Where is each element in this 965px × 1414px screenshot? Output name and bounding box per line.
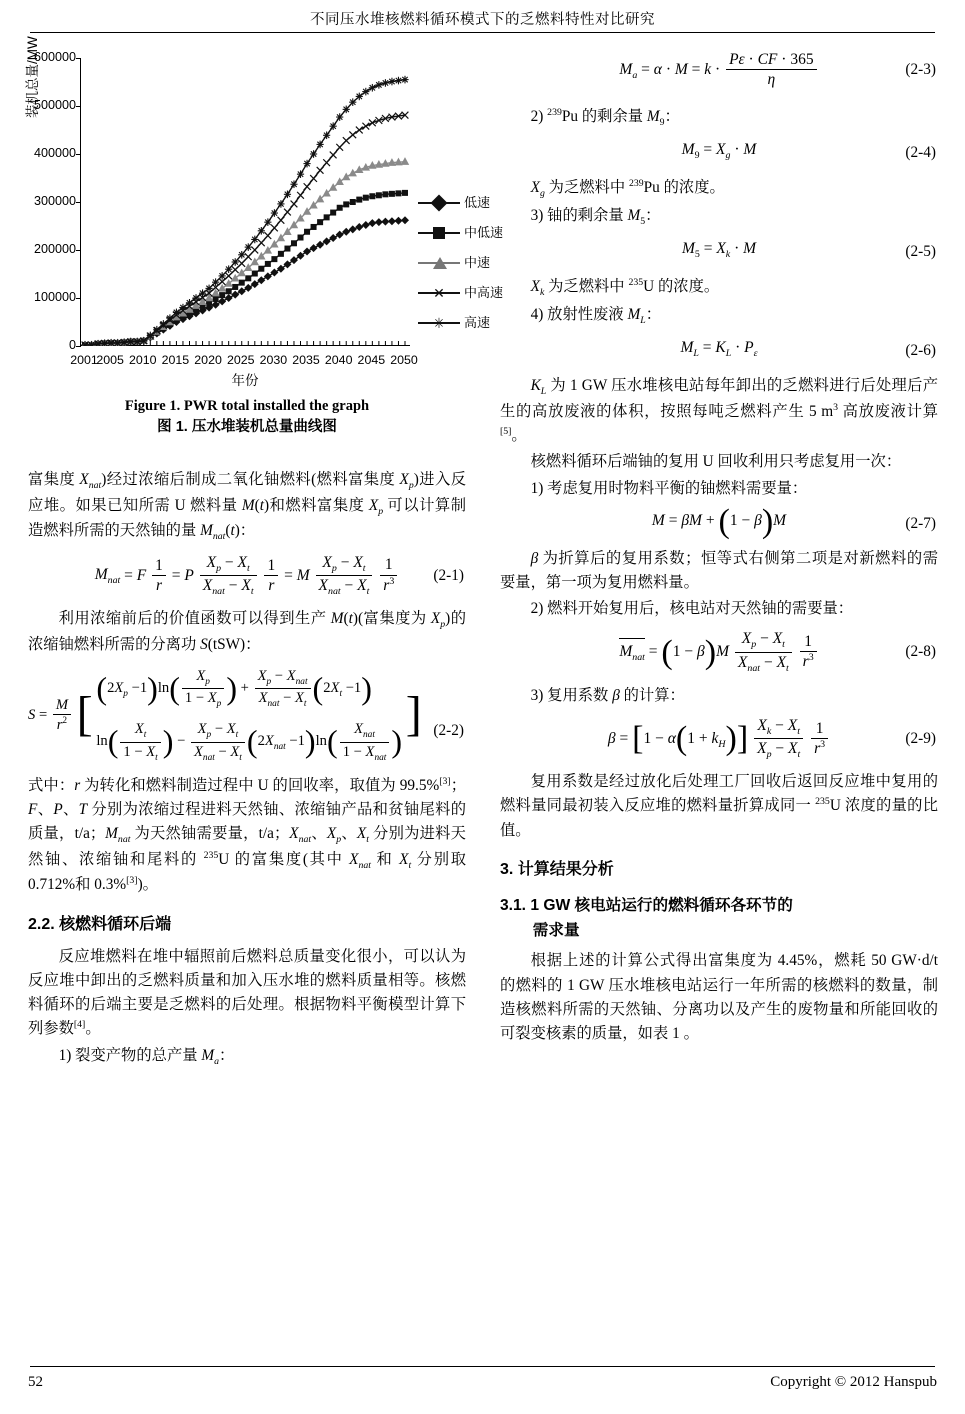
chart-y-tick-mark: [76, 106, 81, 107]
chart-data-point: [304, 229, 310, 235]
chart-data-point: [239, 280, 245, 286]
chart-data-point: [140, 337, 147, 345]
paragraph-reuse-once: 核燃料循环后端铀的复用 U 回收利用只考虑复用一次：: [530, 453, 902, 471]
chart-data-point: [212, 278, 219, 286]
chart-data-point: [297, 170, 304, 178]
chart-data-point: [219, 292, 225, 298]
chart-data-point: [127, 338, 134, 346]
equation-2-7-body: M = βM + (1 − β)M: [651, 502, 787, 540]
paragraph-back-end: 反应堆燃料在堆中辐照前后燃料总质量变化很小，可以认为反应堆中卸出的乏燃料质量和加入压水堆的燃料质量相等。核燃料循环的后端主要是乏燃料的后处理。根据物料平衡模型计算下列参数[4]。: [28, 947, 466, 1038]
chart-data-point: [303, 247, 311, 255]
chart-data-point: [356, 93, 363, 101]
chart-data-point: [363, 195, 369, 201]
equation-2-2-body: S = $\frac{M}{r^2}$ [ $(2X_p -1)\ln$( $\frac{X_p}{1 - X_p}$ ) + $\frac{X_p - X_{nat}}{X_{nat} - X_t}$ $(2X_t -1)$ ln( $\frac{X_t}{1 - X_t}$ ) − $\frac{X_p - X_t}{X_{nat} - X_t}$ $(2X_{nat} -1)\ln$( $\frac{X_{nat}}{1 - X_{nat}}$ ) ]: [28, 667, 422, 763]
heading-3-1: [500, 894, 938, 943]
chart-data-point: [343, 201, 349, 207]
chart-data-point: [323, 237, 331, 245]
chart-data-point: [362, 221, 370, 229]
chart-data-point: [290, 256, 298, 264]
equation-2-9-number: (2-9): [905, 729, 936, 747]
equation-2-7: [500, 502, 938, 540]
chart-data-point: [121, 339, 128, 346]
chart-data-point: [251, 247, 258, 254]
chart-data-point: [317, 219, 323, 225]
chart-data-point: [232, 284, 238, 290]
equation-2-8: [500, 629, 938, 675]
equation-2-3-number: (2-3): [905, 61, 936, 79]
chart-data-point: [166, 314, 173, 322]
equation-2-6-number: (2-6): [905, 342, 936, 360]
figure-caption-cn: 图 1. 压水堆装机总量曲线图: [157, 418, 337, 435]
chart-x-tick-label: 2001: [70, 353, 98, 367]
chart-data-point: [349, 225, 357, 233]
chart-data-point: [179, 304, 186, 312]
chart-data-point: [369, 193, 375, 199]
chart-data-point: [311, 224, 317, 230]
chart-data-point: [173, 309, 180, 317]
chart-data-point: [310, 244, 318, 252]
legend-label: 中高速: [464, 284, 504, 300]
chart-y-tick-label: 0: [68, 338, 76, 353]
header-divider: [30, 32, 935, 33]
equation-2-1-number: (2-1): [433, 566, 464, 584]
chart-data-point: [401, 157, 409, 165]
chart-data-point: [362, 88, 369, 96]
chart-data-point: [192, 294, 199, 302]
chart-data-point: [324, 214, 330, 220]
equation-2-4-number: (2-4): [905, 144, 936, 162]
chart-data-point: [238, 269, 246, 277]
chart-area: [25, 36, 504, 393]
chart-y-tick-label: 400000: [33, 146, 76, 161]
chart-data-point: [244, 284, 252, 292]
chart-data-point: [323, 159, 330, 166]
paragraph-results-intro: 根据上述的计算公式得出富集度为 4.45%，燃耗 50 GW·d/t 的燃料的 1 GW 压水堆核电站运行一年所需的核燃料的数量，制造核燃料所需的天然铀、分离功以及产生的废物量和所能回收的可裂变核素的质量，如表 1 。: [500, 952, 938, 1042]
chart-data-point: [369, 84, 376, 92]
chart-data-point: [395, 190, 401, 196]
chart-data-point: [186, 299, 193, 307]
chart-y-tick-label: 300000: [33, 194, 76, 209]
heading-3-1-line1: 3.1. 1 GW 核电站运行的燃料循环各环节的: [500, 897, 793, 915]
chart-y-axis-label: 装机总量/MW: [25, 36, 40, 118]
chart-data-point: [284, 246, 290, 252]
chart-data-point: [316, 241, 324, 249]
chart-data-point: [245, 243, 252, 251]
chart-y-tick-mark: [76, 298, 81, 299]
chart-data-point: [219, 272, 226, 280]
chart-data-point: [232, 266, 239, 273]
chart-data-point: [278, 251, 284, 257]
chart-data-point: [258, 227, 265, 235]
chart-data-point: [225, 265, 232, 273]
chart-data-point: [258, 239, 265, 246]
paragraph-item-4-waste: 4) 放射性废液 $M_L$：: [530, 305, 661, 326]
chart-data-point: [225, 273, 232, 280]
chart-y-tick-mark: [76, 250, 81, 251]
chart-x-tick-label: 2045: [357, 353, 386, 367]
chart-data-point: [350, 199, 356, 205]
legend-label: 中低速: [464, 224, 504, 240]
chart-data-point: [245, 253, 252, 260]
paragraph-enrichment-intro: 富集度 $X_{nat}$)经过浓缩后制成二氧化铀燃料(燃料富集度 $X_p$)进入反应堆。如果已知所需 U 燃料量 M(t)和燃料富集度 $X_p$ 可以计算制造燃料所需的天然铀的量 $M_{nat}(t)$：: [28, 471, 466, 543]
equation-2-2-number: (2-2): [433, 721, 464, 739]
chart-data-point: [310, 175, 317, 182]
chart-data-point: [271, 225, 278, 232]
chart-data-point: [297, 192, 304, 199]
chart-data-point: [329, 234, 337, 242]
chart-data-point: [343, 106, 350, 114]
chart-x-tick-label: 2025: [226, 353, 255, 367]
chart-data-point: [323, 131, 330, 139]
heading-3: 3. 计算结果分析: [500, 860, 614, 878]
chart-series-line: [85, 115, 405, 345]
chart-data-point: [251, 236, 258, 244]
chart-data-point: [381, 218, 389, 226]
chart-data-point: [401, 216, 409, 224]
running-head: 不同压水堆核燃料循环模式下的乏燃料特性对比研究: [310, 12, 655, 28]
chart-data-point: [231, 274, 239, 282]
chart-data-point: [330, 152, 337, 159]
chart-y-tick-label: 500000: [33, 98, 76, 113]
legend-marker-triangle: [418, 256, 460, 270]
chart-data-point: [271, 256, 277, 262]
equation-2-3: [500, 50, 938, 91]
legend-marker-square: [418, 226, 460, 240]
paragraph-beta-definition: β 为折算后的复用系数；恒等式右侧第二项是对新燃料的需要量，第一项为复用燃料量。: [500, 549, 938, 591]
chart-data-point: [369, 119, 376, 126]
paragraph-item-2-natural-uranium-demand: 2) 燃料开始复用后，核电站对天然铀的需要量：: [530, 600, 854, 618]
figure-1: [25, 36, 504, 464]
chart-data-point: [303, 160, 310, 168]
heading-3-1-line2: 需求量: [532, 921, 580, 939]
chart-x-tick-label: 2030: [259, 353, 288, 367]
chart-data-point: [376, 192, 382, 198]
chart-x-tick-label: 2010: [128, 353, 157, 367]
chart-data-point: [147, 332, 154, 340]
chart-x-tick-label: 2015: [161, 353, 190, 367]
chart-data-point: [362, 123, 369, 130]
legend-marker-cross: ✕: [418, 286, 460, 300]
equation-2-9: [500, 716, 938, 762]
chart-data-point: [330, 122, 337, 130]
chart-data-point: [245, 275, 251, 281]
figure-caption: [28, 396, 466, 437]
chart-y-tick-mark: [76, 346, 81, 347]
legend-marker-star: ✳: [418, 316, 460, 330]
chart-y-tick-label: 600000: [33, 50, 76, 65]
chart-data-point: [291, 240, 297, 246]
equation-2-6-body: $M_L = K_L \cdot P_\varepsilon$: [680, 339, 758, 360]
chart-data-point: [375, 218, 383, 226]
chart-plot-area: [80, 58, 410, 346]
chart-data-point: [355, 223, 363, 231]
chart-data-point: [284, 209, 291, 216]
chart-data-point: [388, 78, 395, 86]
chart-data-point: [291, 201, 298, 208]
paragraph-symbol-definitions: 式中：r 为转化和燃料制造过程中 U 的回收率，取值为 99.5%[3]；F、P、T 分别为浓缩过程进料天然铀、浓缩铀产品和贫铀尾料的质量，t/a；$M_{nat}$ 为天然铀需要量，t/a；$X_{nat}$、$X_p$、$X_t$ 分别为进料天然铀、浓缩铀和尾料的 $^{235}$U 的富集度(其中 $X_{nat}$ 和 $X_t$ 分别取 0.712%和 0.3%[3])。: [28, 775, 466, 894]
legend-label: 低速: [464, 194, 491, 210]
legend-marker-diamond: [418, 196, 460, 210]
paragraph-separative-work: 利用浓缩前后的价值函数可以得到生产 M(t)(富集度为 $X_p$)的浓缩铀燃料所需的分离功 S(tSW)：: [28, 610, 466, 653]
paragraph-item-3-beta-calc: 3) 复用系数 β 的计算：: [530, 686, 685, 704]
chart-data-point: [284, 191, 291, 199]
equation-2-1: [28, 553, 466, 599]
chart-data-point: [232, 258, 239, 266]
chart-data-point: [251, 280, 259, 288]
paragraph-xk-definition: $X_k$ 为乏燃料中 $^{235}$U 的浓度。: [530, 277, 720, 299]
chart-y-tick-mark: [76, 58, 81, 59]
equation-2-9-body: $\beta = [1 - \alpha(1 + k_H)]$ $\frac{X_k - X_t}{X_p - X_t}$ $\frac{1}{r^3}$: [500, 716, 938, 762]
chart-data-point: [335, 177, 343, 185]
chart-data-point: [389, 191, 395, 197]
equation-2-8-number: (2-8): [905, 643, 936, 661]
chart-data-point: [290, 180, 297, 188]
paragraph-item-1-mass-balance: 1) 考虑复用时物料平衡的铀燃料需要量：: [530, 479, 808, 497]
chart-data-point: [153, 326, 160, 334]
equation-2-3-body: $M_a = \alpha \cdot M = k$ · $\frac{P\varepsilon \cdot CF \cdot 365}{\eta}$: [500, 50, 938, 91]
chart-svg: [81, 58, 411, 346]
chart-data-point: [226, 288, 232, 294]
equation-2-5: [500, 237, 938, 267]
chart-data-point: [388, 217, 396, 225]
chart-x-tick-label: 2050: [390, 353, 418, 367]
chart-data-point: [225, 294, 233, 302]
chart-data-point: [257, 276, 265, 284]
equation-2-8-body: $M_{nat} = (1 - \beta)M$ $\frac{X_p - X_t}{X_{nat} - X_t}$ $\frac{1}{r^3}$: [500, 629, 938, 675]
equation-2-5-number: (2-5): [905, 243, 936, 261]
chart-x-tick-label: 2035: [292, 353, 320, 367]
chart-data-point: [336, 144, 343, 151]
paragraph-item-1-fission-products: 1) 裂变产物的总产量 $M_a$：: [58, 1046, 235, 1067]
chart-y-tick-mark: [76, 154, 81, 155]
chart-data-point: [356, 127, 363, 134]
chart-data-point: [343, 137, 350, 144]
chart-x-tick-label: 2020: [194, 353, 222, 367]
chart-data-point: [317, 141, 324, 149]
legend-label: 高速: [464, 314, 491, 330]
chart-data-point: [382, 191, 388, 197]
chart-data-point: [270, 269, 278, 277]
paragraph-item-2-pu239: 2) $^{239}$Pu 的剩余量 $M_9$：: [530, 106, 680, 128]
chart-y-tick-label: 200000: [33, 242, 76, 257]
left-column: [25, 36, 504, 1071]
chart-series-line: [85, 80, 405, 345]
chart-data-point: [278, 217, 285, 224]
chart-data-point: [264, 272, 272, 280]
chart-data-point: [401, 76, 408, 84]
paragraph-beta-meaning: 复用系数是经过放化后处理工厂回收后返回反应堆中复用的燃料量同最初装入反应堆的燃料量折算成同一 $^{235}$U 浓度的量的比值。: [500, 773, 939, 839]
paragraph-item-3-uranium: 3) 铀的剩余量 $M_5$：: [530, 206, 661, 227]
equation-2-4-body: $M_9 = X_g \cdot M$: [681, 141, 757, 162]
paragraph-xg-definition: $X_g$ 为乏燃料中 $^{239}$Pu 的浓度。: [530, 178, 725, 200]
chart-data-point: [199, 289, 206, 297]
chart-data-point: [382, 79, 389, 87]
chart-data-point: [205, 285, 212, 293]
chart-data-point: [375, 81, 382, 89]
chart-data-point: [114, 339, 121, 346]
figure-caption-en: Figure 1. PWR total installed the graph: [124, 398, 370, 414]
chart-data-point: [264, 218, 271, 226]
chart-data-point: [224, 279, 232, 287]
chart-data-point: [218, 297, 226, 305]
chart-data-point: [277, 200, 284, 208]
page-number: 52: [28, 1374, 43, 1390]
equation-2-4: [500, 138, 938, 168]
legend-label: 中速: [464, 254, 491, 270]
chart-data-point: [349, 98, 356, 106]
chart-data-point: [271, 209, 278, 217]
chart-data-point: [108, 339, 115, 346]
chart-data-point: [349, 131, 356, 138]
chart-data-point: [238, 260, 245, 267]
chart-data-point: [265, 261, 271, 267]
chart-data-point: [213, 296, 219, 302]
chart-data-point: [252, 271, 258, 277]
equation-2-7-number: (2-7): [905, 514, 936, 532]
chart-data-point: [134, 338, 141, 346]
chart-data-point: [368, 219, 376, 227]
pwr-installed-capacity-chart: [25, 36, 504, 393]
equation-2-1-body: $M_{nat} = F$ $\frac{1}{r}$ = P $\frac{X_p - X_t}{X_{nat} - X_t}$ $\frac{1}{r}$ = M $\frac{X_p - X_t}{X_{nat} - X_t}$ $\frac{1}{r^3}$: [28, 553, 466, 599]
chart-data-point: [160, 320, 167, 328]
paragraph-kl-definition: $K_L$ 为 1 GW 压水堆核电站每年卸出的乏燃料进行后处理后产生的高放废液的体积，按照每吨乏燃料产生 5 $m^3$ 高放废液计算[5]。: [500, 377, 938, 445]
chart-x-tick-label: 2005: [96, 353, 124, 367]
right-column: [500, 44, 938, 1048]
footer-divider: [30, 1366, 935, 1367]
chart-data-point: [264, 232, 271, 239]
chart-data-point: [238, 251, 245, 259]
equation-2-2: [28, 667, 466, 764]
chart-data-point: [337, 205, 343, 211]
chart-data-point: [297, 252, 305, 260]
chart-data-point: [277, 265, 285, 273]
chart-data-point: [258, 266, 264, 272]
heading-2-2: 2.2. 核燃料循环后端: [28, 915, 172, 933]
chart-data-point: [356, 197, 362, 203]
chart-data-point: [231, 291, 239, 299]
chart-data-point: [238, 287, 246, 295]
chart-data-point: [402, 190, 408, 196]
chart-series-line: [85, 220, 405, 345]
chart-data-point: [310, 150, 317, 158]
chart-data-point: [395, 77, 402, 85]
chart-data-point: [330, 210, 336, 216]
chart-data-point: [394, 217, 402, 225]
equation-2-6: [500, 336, 938, 366]
chart-x-axis-label: 年份: [231, 373, 259, 388]
chart-data-point: [304, 183, 311, 190]
copyright-notice: Copyright © 2012 Hanspub: [770, 1374, 937, 1390]
chart-series-line: [85, 193, 405, 345]
chart-y-tick-mark: [76, 202, 81, 203]
chart-data-point: [283, 260, 291, 268]
equation-2-5-body: $M_5 = X_k \cdot M$: [681, 240, 757, 261]
chart-data-point: [317, 167, 324, 174]
chart-x-tick-label: 2040: [324, 353, 353, 367]
chart-data-point: [298, 235, 304, 241]
chart-data-point: [336, 113, 343, 121]
chart-y-tick-label: 100000: [33, 290, 76, 305]
